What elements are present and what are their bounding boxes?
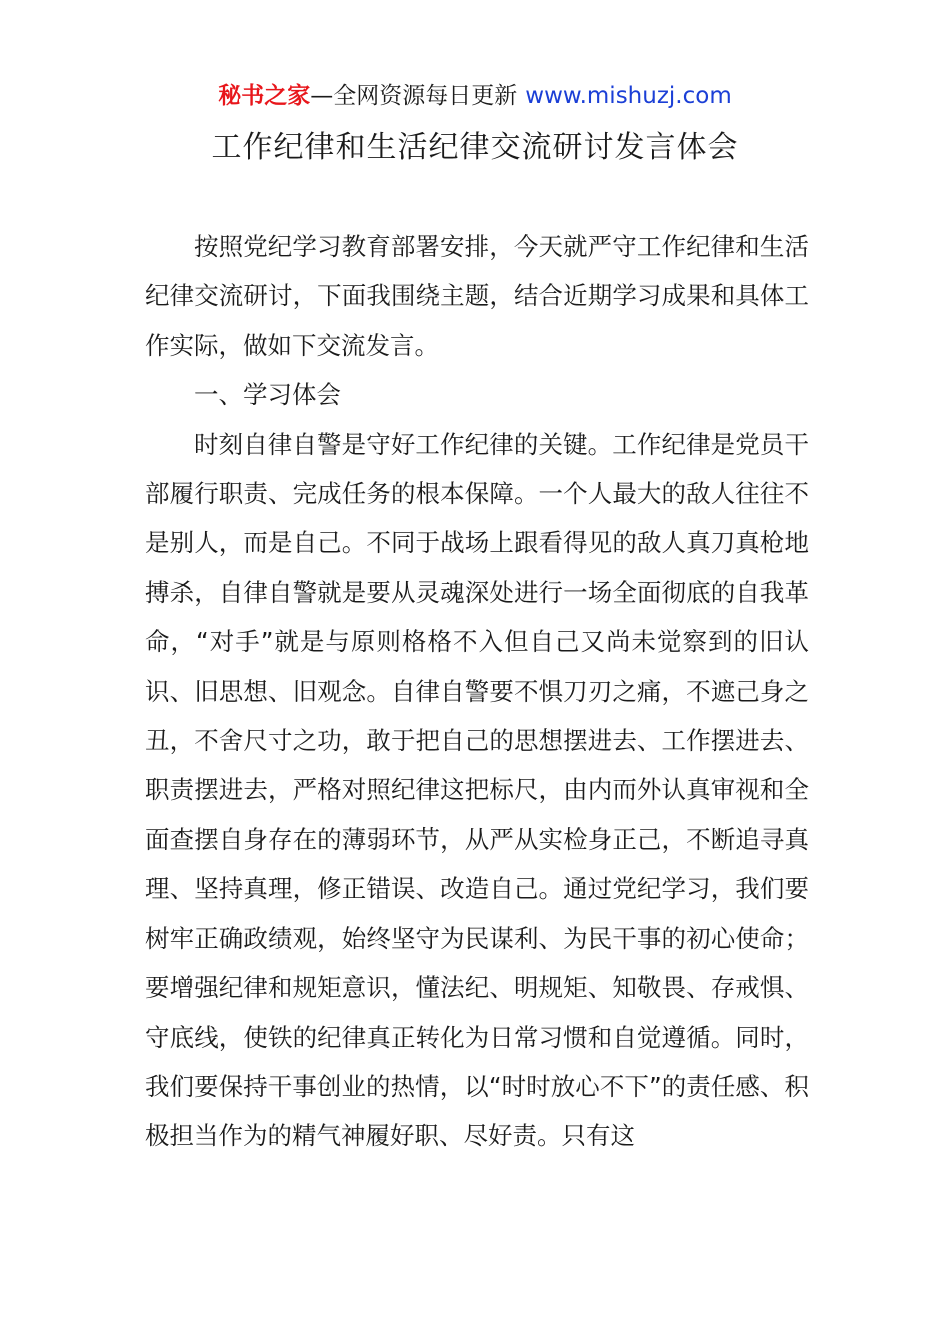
intro-paragraph: 按照党纪学习教育部署安排，今天就严守工作纪律和生活纪律交流研讨，下面我围绕主题，结合近期学习成果和具体工作实际，做如下交流发言。 — [145, 232, 809, 360]
header-tagline: —全网资源每日更新 — [310, 83, 518, 109]
section-heading: 一、学习体会 — [194, 380, 341, 410]
document-body — [145, 222, 809, 1161]
document-title: 工作纪律和生活纪律交流研讨发言体会 — [211, 130, 739, 165]
site-header — [0, 78, 950, 114]
body-paragraph: 时刻自律自警是守好工作纪律的关键。工作纪律是党员干部履行职责、完成任务的根本保障。一个人最大的敌人往往不是别人，而是自己。不同于战场上跟看得见的敌人真刀真枪地搏杀，自律自警就是要从灵魂深处进行一场全面彻底的自我革命，“对手”就是与原则格格不入但自己又尚未觉察到的旧认识、旧思想、旧观念。自律自警要不惧刀刃之痛，不遮己身之丑，不舍尺寸之功，敢于把自己的思想摆进去、工作摆进去、职责摆进去，严格对照纪律这把标尺，由内而外认真审视和全面查摆自身存在的薄弱环节，从严从实检身正己，不断追寻真理、坚持真理，修正错误、改造自己。通过党纪学习，我们要树牢正确政绩观，始终坚守为民谋利、为民干事的初心使命；要增强纪律和规矩意识，懂法纪、明规矩、知敬畏、存戒惧、守底线，使铁的纪律真正转化为日常习惯和自觉遵循。同时，我们要保持干事创业的热情，以“时时放心不下”的责任感、积极担当作为的精气神履好职、尽好责。只有这 — [145, 429, 809, 1151]
site-url-link[interactable]: www.mishuzj.com — [525, 83, 732, 109]
brand-name: 秘书之家 — [218, 83, 311, 109]
